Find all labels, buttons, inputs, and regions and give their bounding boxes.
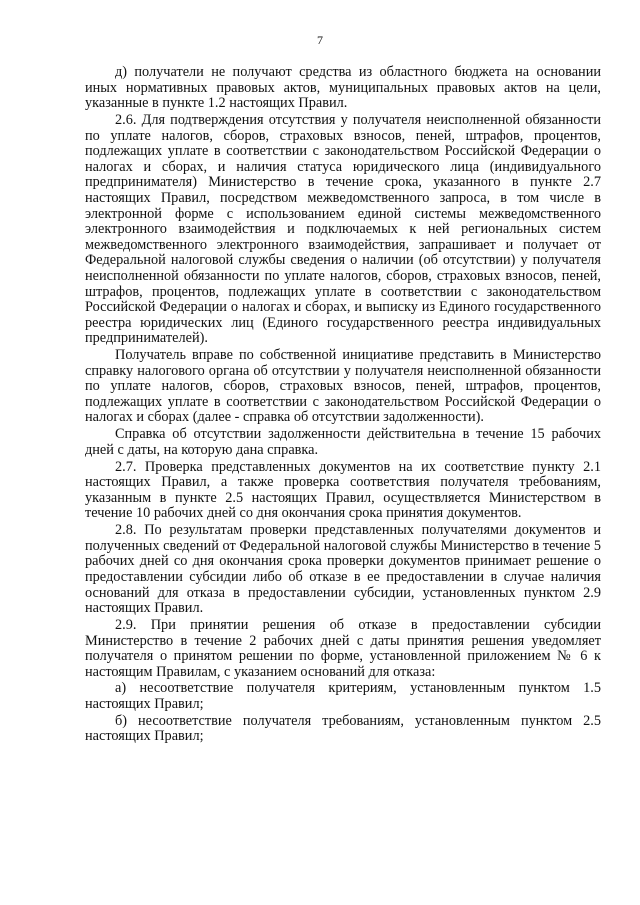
paragraph-reason-a: а) несоответствие получателя критериям, установленным пунктом 1.5 настоящих Правил;	[85, 680, 601, 713]
paragraph-reason-b: б) несоответствие получателя требованиям, установленным пунктом 2.5 настоящих Правил;	[85, 712, 601, 745]
document-body	[85, 65, 601, 746]
paragraph-2-7: 2.7. Проверка представленных документов на их соответствие пункту 2.1 настоящих Правил, а также проверка соответствия получателя требованиям, указанным в пункте 2.5 настоящих Правил, осуществляется Министерством в течение 10 рабочих дней со дня окончания срока принятия документов.	[85, 458, 601, 522]
page-number: 7	[317, 33, 323, 47]
paragraph-certificate-validity: Справка об отсутствии задолженности действительна в течение 15 рабочих дней с даты, на которую дана справка.	[85, 426, 601, 458]
paragraph-2-6: 2.6. Для подтверждения отсутствия у получателя неисполненной обязанности по уплате налогов, сборов, страховых взносов, пеней, штрафов, процентов, подлежащих уплате в соответствии с законодательством Российской Федерации о налогах и сборах, и наличия статуса юридического лица (индивидуального предпринимателя) Министерство в течение срока, указанного в пункте 2.7 настоящих Правил, посредством межведомственного запроса, в том числе в электронной форме с использованием единой системы межведомственного электронного взаимодействия и подключаемых к ней региональных систем межведомственного электронного взаимодействия, запрашивает и получает от Федеральной налоговой службы сведения о наличии (об отсутствии) у получателя неисполненной обязанности по уплате налогов, сборов, страховых взносов, пеней, штрафов, процентов, подлежащих уплате в соответствии с законодательством Российской Федерации о налогах и сборах, и выписку из Единого государственного реестра юридических лиц (Единого государственного реестра индивидуальных предпринимателей).	[85, 111, 601, 347]
paragraph-2-8: 2.8. По результатам проверки представленных получателями документов и полученных сведений от Федеральной налоговой службы Министерство в течение 5 рабочих дней со дня окончания срока проверки документов принимает решение о предоставлении субсидии либо об отказе в ее предоставлении в случае наличия оснований для отказа в предоставлении субсидии, установленных пунктом 2.9 настоящих Правил.	[85, 522, 601, 617]
paragraph-2-9: 2.9. При принятии решения об отказе в предоставлении субсидии Министерство в течение 2 рабочих дней с даты принятия решения уведомляет получателя о принятом решении по форме, установленной приложением № 6 к настоящим Правилам, с указанием оснований для отказа:	[85, 616, 601, 680]
paragraph-recipient-right: Получатель вправе по собственной инициативе представить в Министерство справку налогового органа об отсутствии у получателя неисполненной обязанности по уплате налогов, сборов, страховых взносов, пеней, штрафов, процентов, подлежащих уплате в соответствии с законодательством Российской Федерации о налогах и сборах (далее - справка об отсутствии задолженности).	[85, 347, 601, 426]
paragraph-d-funds: д) получатели не получают средства из областного бюджета на основании иных нормативных правовых актов, муниципальных правовых актов на цели, указанные в пункте 1.2 настоящих Правил.	[85, 64, 601, 112]
